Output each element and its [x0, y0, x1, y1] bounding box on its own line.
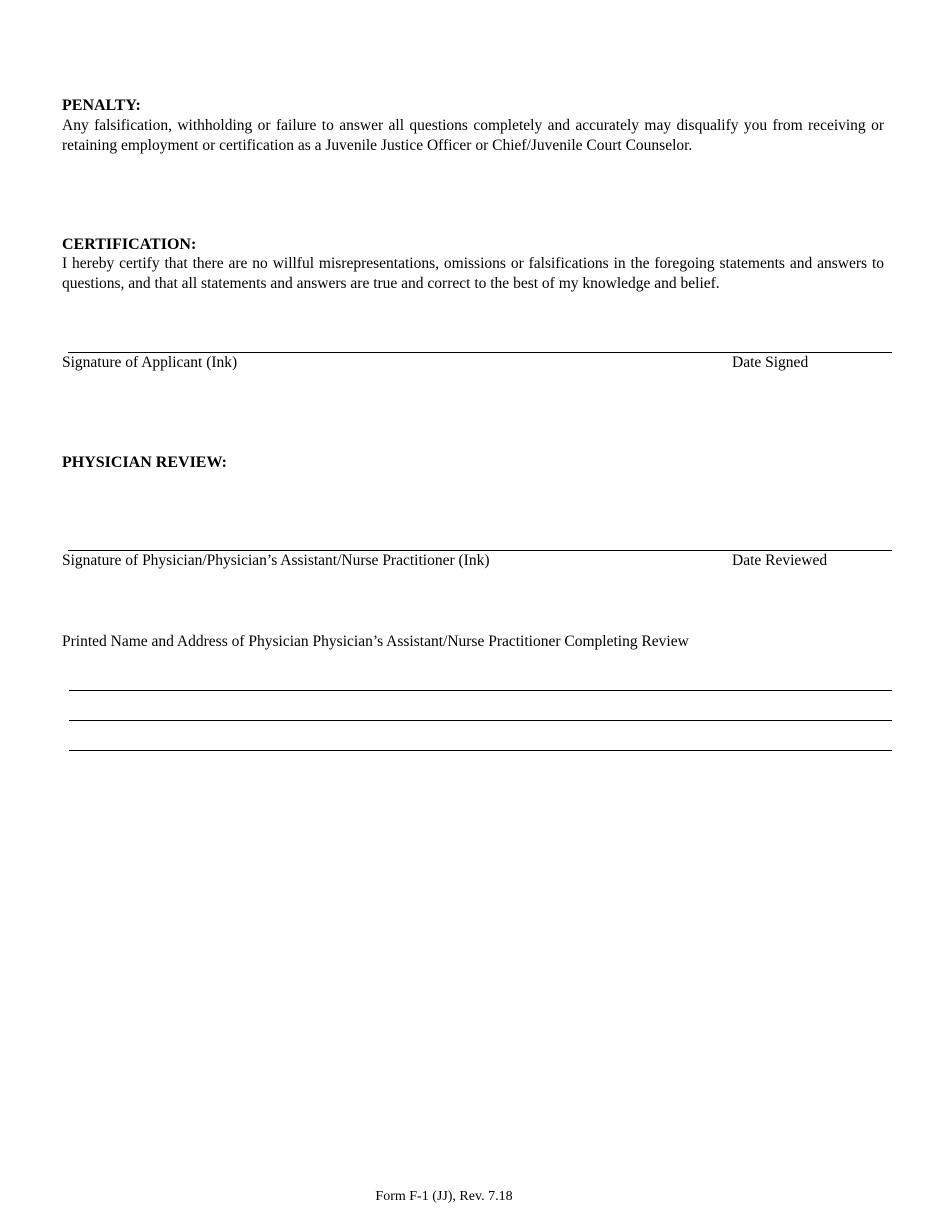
certification-text: I hereby certify that there are no willful misrepresentations, omissions or falsifications in the foregoing statements and answers to questions, and that all statements and answers are true and correct to the best of my knowledge and belief. [62, 255, 884, 292]
printed-name-address-label: Printed Name and Address of Physician Physician’s Assistant/Nurse Practitioner Completing Review [62, 633, 689, 650]
date-signed-label: Date Signed [732, 354, 809, 371]
date-reviewed-label: Date Reviewed [732, 552, 828, 569]
printed-name-line-2[interactable] [69, 720, 892, 721]
printed-name-line-1[interactable] [69, 690, 892, 691]
applicant-signature-label: Signature of Applicant (Ink) [62, 354, 238, 371]
certification-heading: CERTIFICATION: [62, 236, 197, 253]
form-footer: Form F-1 (JJ), Rev. 7.18 [375, 1189, 513, 1204]
penalty-heading: PENALTY: [62, 97, 141, 114]
physician-signature-label: Signature of Physician/Physician’s Assistant/Nurse Practitioner (Ink) [62, 552, 490, 569]
physician-review-heading: PHYSICIAN REVIEW: [62, 454, 227, 471]
penalty-text: Any falsification, withholding or failure to answer all questions completely and accurately may disqualify you from receiving or retaining employment or certification as a Juvenile Justice Officer or Chief/Juvenile Court Counselor. [62, 117, 884, 154]
printed-name-line-3[interactable] [69, 750, 892, 751]
